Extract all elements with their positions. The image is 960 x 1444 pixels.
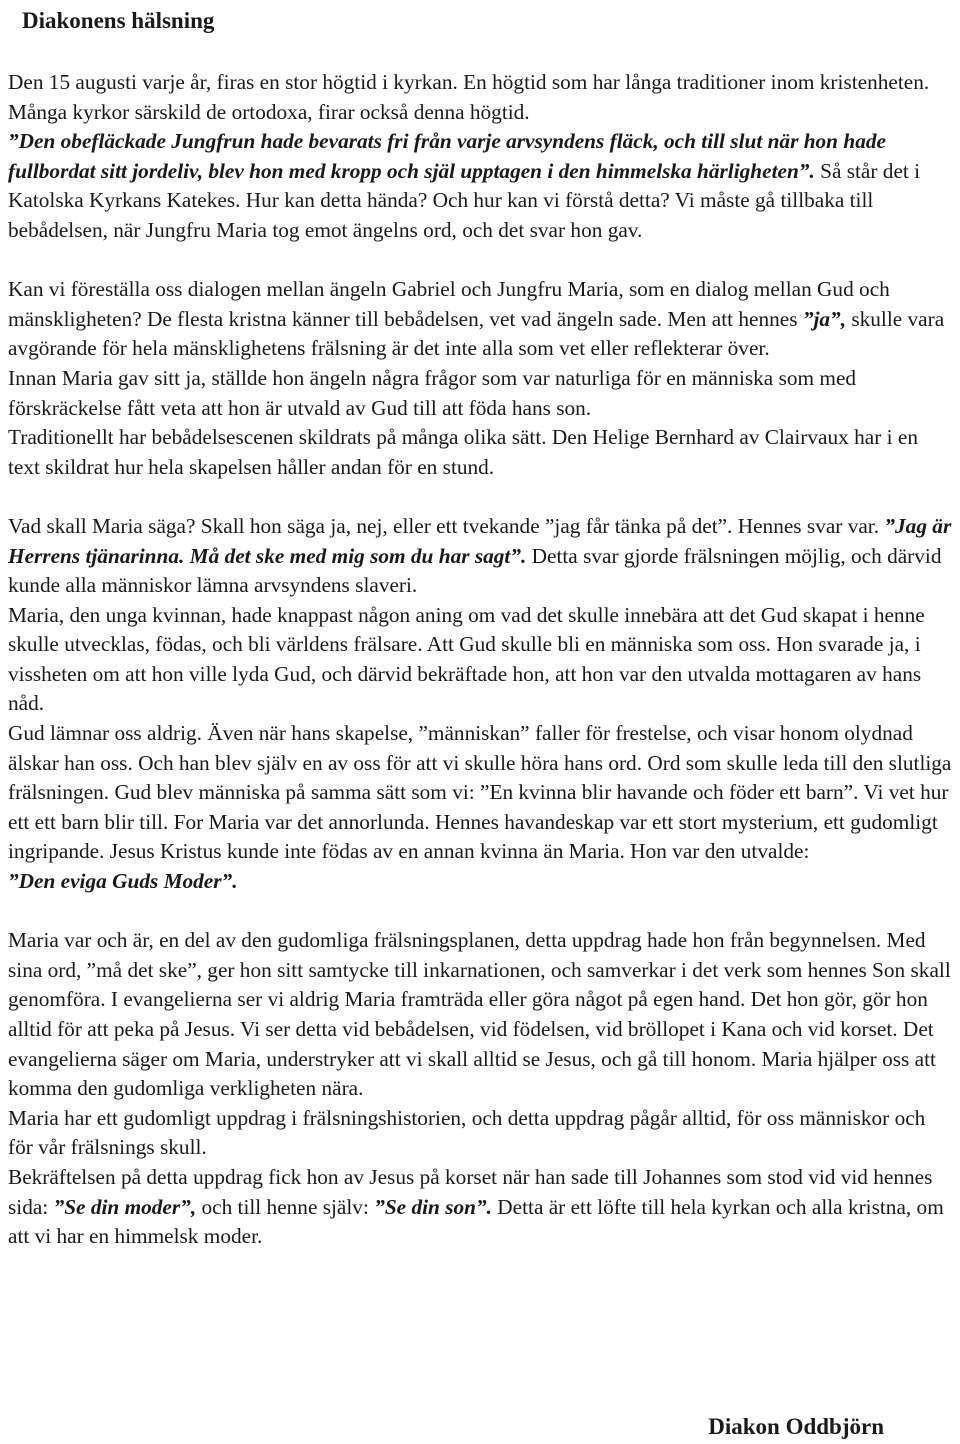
document-body: [8, 68, 954, 1252]
paragraph-10-continuation: Detta är ett löfte till hela kyrkan och alla kristna, om att vi har en himmelsk moder.: [8, 1194, 944, 1249]
paragraph-1: [8, 68, 954, 246]
se-din-son-quote: ”Se din son”.: [374, 1194, 492, 1219]
paragraph-2-text: Kan vi föreställa oss dialogen mellan ängeln Gabriel och Jungfru Maria, som en dialog mellan Gud och mänskligheten? De flesta kristna känner till bebådelsen, vet vad ängeln sade. Men att hennes: [8, 277, 890, 331]
paragraph-1-text: Den 15 augusti varje år, firas en stor högtid i kyrkan. En högtid som har långa traditioner inom kristenheten. Många kyrkor särskild de ortodoxa, firar också denna högtid.: [8, 70, 930, 124]
paragraph-10-text: Bekräftelsen på detta uppdrag fick hon av Jesus på korset när han sade till Johannes som stod vid vid hennes sida:: [8, 1164, 933, 1219]
ja-quote: ”ja”,: [802, 306, 847, 331]
paragraph-6: Maria, den unga kvinnan, hade knappast någon aning om vad det skulle innebära att det Gud skapat i henne skulle utvecklas, födas, och bli världens frälsare. Att Gud skulle bli en människa som oss. Hon svarade ja, i vissheten om att hon ville lyda Gud, och därvid bekräftade hon, att hon var den utvalda mottagaren av hans nåd.: [8, 602, 925, 716]
maria-answer-quote: ”Jag är Herrens tjänarinna. Må det ske med mig som du har sagt”.: [8, 513, 952, 568]
paragraph-7: [8, 719, 954, 897]
paragraph-5: [8, 512, 954, 601]
signature: Diakon Oddbjörn: [708, 1414, 884, 1439]
se-din-moder-quote: ”Se din moder”,: [53, 1194, 197, 1219]
guds-moder-quote: ”Den eviga Guds Moder”.: [8, 869, 238, 894]
paragraph-3: Innan Maria gav sitt ja, ställde hon ängeln några frågor som var naturliga för en människa som med förskräckelse fått veta att hon är utvald av Gud till att föda hans son.: [8, 365, 857, 420]
paragraph-10: [8, 1163, 954, 1252]
paragraph-2: [8, 275, 954, 364]
paragraph-1-continuation: Så står det i Katolska Kyrkans Katekes. Hur kan detta hända? Och hur kan vi förstå detta? Vi måste gå tillbaka till bebådelsen, när Jungfru Maria tog emot ängelns ord, och det svar hon gav.: [8, 158, 921, 242]
paragraph-gap: [8, 897, 954, 927]
paragraph-8: Maria var och är, en del av den gudomliga frälsningsplanen, detta uppdrag hade hon från begynnelsen. Med sina ord, ”må det ske”, ger hon sitt samtycke till inkarnationen, och samverkar i det verk som hennes Son skall genomföra. I evangelierna ser vi aldrig Maria framträda eller göra något på egen hand. Det hon gör, gör hon alltid för att peka på Jesus. Vi ser detta vid bebådelsen, vid födelsen, vid bröllopet i Kana och vid korset. Det evangelierna säger om Maria, understryker att vi skall alltid se Jesus, och gå till honom. Maria hjälper oss att komma den gudomliga verkligheten nära.: [8, 928, 951, 1101]
catechism-quote: ”Den obefläckade Jungfrun hade bevarats fri från varje arvsyndens fläck, och till slut när hon hade fullbordat sitt jordeliv, blev hon med kropp och själ upptagen i den himmelska härligheten”.: [8, 129, 886, 183]
paragraph-2-continuation: skulle vara avgörande för hela mänsklighetens frälsning är det inte alla som vet eller reflekterar över.: [8, 306, 945, 361]
paragraph-gap: [8, 246, 954, 276]
paragraph-7-text: Gud lämnar oss aldrig. Även när hans skapelse, ”människan” faller för frestelse, och visar honom olydnad älskar han oss. Och han blev själv en av oss för att vi skulle höra hans ord. Ord som skulle leda till den slutliga frälsningen. Gud blev människa på samma sätt som vi: ”En kvinna blir havande och föder ett barn”. Vi vet hur ett ett barn blir till. For Maria var det annorlunda. Hennes havandeskap var ett stort mysterium, ett gudomligt ingripande. Jesus Kristus kunde inte födas av en annan kvinna än Maria. Hon var den utvalde:: [8, 721, 952, 864]
paragraph-5-continuation: Detta svar gjorde frälsningen möjlig, och därvid kunde alla människor lämna arvsyndens slaveri.: [8, 543, 942, 598]
paragraph-9: Maria har ett gudomligt uppdrag i frälsningshistorien, och detta uppdrag pågår alltid, för oss människor och för vår frälsnings skull.: [8, 1105, 926, 1160]
paragraph-10-middle: och till henne själv:: [196, 1194, 375, 1219]
paragraph-gap: [8, 482, 954, 512]
document-title: Diakonens hälsning: [22, 8, 215, 33]
paragraph-5-text: Vad skall Maria säga? Skall hon säga ja, nej, eller ett tvekande ”jag får tänka på det”. Hennes svar var.: [8, 513, 885, 538]
paragraph-4: Traditionellt har bebådelsescenen skildrats på många olika sätt. Den Helige Bernhard av Clairvaux har i en text skildrat hur hela skapelsen håller andan för en stund.: [8, 425, 918, 479]
